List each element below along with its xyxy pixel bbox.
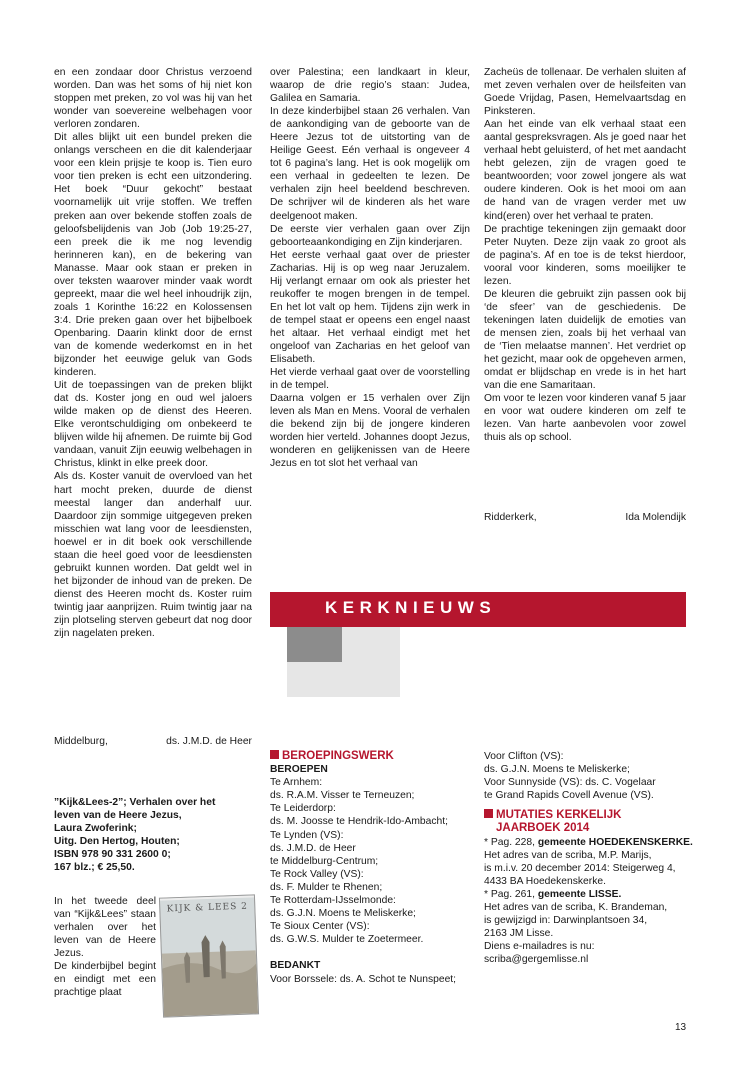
- paragraph: In deze kinderbijbel staan 26 verhalen. Van de aankondiging van de geboorte van de Heere Jezus tot de uitstorting van de Heilige Geest. Eén verhaal is ongeveer 4 tot 6 pagina’s lang. Het is ook mogelijk om een verhaal in gedeelten te lezen. De verhalen zijn heel beeldend beschreven. De schrijver wil de kinderen als het ware deelgenoot maken.: [270, 106, 470, 222]
- mutation-entry-1: * Pag. 228, gemeente HOEDEKENSKERKE.: [484, 836, 693, 848]
- paragraph: Uit de toepassingen van de preken blijkt dat ds. Koster jong en oud wel jaloers wilde maken op de dienst des Heeren. Elke verontschuldiging om onbekeerd te blijven wilde hij afnemen. De ruimte bij God vandaan, vanuit Zijn eeuwig welbehagen in Christus, klinkt in elke preek door.: [54, 380, 252, 470]
- list-item: Het adres van de scriba, M.P. Marijs,: [484, 849, 652, 861]
- beroepingswerk-heading: BEROEPINGSWERK: [270, 750, 475, 763]
- signature-3: [484, 512, 686, 523]
- paragraph: en een zondaar door Christus verzoend worden. Dan was het soms of hij niet kon stoppen met preken, zo vol was hij van het wonder van soevereine welbehagen voor verloren zondaren.: [54, 67, 252, 131]
- book-info-line: Uitg. Den Hertog, Houten;: [54, 836, 180, 847]
- decorative-square-dark: [287, 627, 342, 662]
- paragraph: Als ds. Koster vanuit de overvloed van het hart mocht preken, duurde de dienst meestal langer dan anderhalf uur. Daardoor zijn sommige uitgegeven preken misschien wat lang voor de leesdiensten, hoewel er in dit boek ook verschillende staan die heel goed voor de leesdiensten gebruikt kunnen worden. Dat geldt wel in het bijzonder de inhoud van de preken. De dienst des Heeren mocht ds. Koster ruim twintig jaar aanprijzen. Ruim twintig jaar na zijn plotseling sterven gebeurt dat nog door zijn nagelaten preken.: [54, 471, 252, 640]
- list-item: Te Sioux Center (VS):: [270, 921, 370, 933]
- mutation-entry-2: * Pag. 261, gemeente LISSE.: [484, 888, 622, 900]
- beroepen-label: BEROEPEN: [270, 764, 328, 776]
- paragraph: De prachtige tekeningen zijn gemaakt door Peter Nuyten. Deze zijn vaak zo groot als de pagina’s. Af en toe is de tekst hierdoor, vooral voor kinderen, soms moeilijker te lezen.: [484, 223, 686, 287]
- mutaties-heading-line2: JAARBOEK 2014: [496, 822, 590, 835]
- list-item: ds. F. Mulder te Rhenen;: [270, 881, 383, 893]
- paragraph: De eerste vier verhalen gaan over Zijn geboorteaankondiging en Zijn kinderjaren.: [270, 223, 470, 248]
- paragraph: Het vierde verhaal gaat over de voorstelling in de tempel.: [270, 367, 470, 392]
- paragraph: De kinderbijbel begint en eindigt met een prachtige plaat: [54, 961, 156, 998]
- list-item: Voor Sunnyside (VS): ds. C. Vogelaar: [484, 777, 656, 789]
- paragraph: Om voor te lezen voor kinderen vanaf 5 jaar en voor wat oudere kinderen om zelf te lezen. Van harte aanbevolen voor zowel thuis als op school.: [484, 393, 686, 444]
- email-link[interactable]: scriba@gergemlisse.nl: [484, 954, 589, 966]
- book-info-line: ISBN 978 90 331 2600 0;: [54, 849, 171, 860]
- list-item: ds. J.M.D. de Heer: [270, 842, 356, 854]
- signature-place: Ridderkerk,: [484, 512, 537, 523]
- paragraph: Het eerste verhaal gaat over de priester Zacharias. Hij is op weg naar Jeruzalem. Hij verlangt ernaar om ook als priester het reukoffer te mogen brengen in de tempel. En het lot valt op hem. Tijdens zijn werk in de tempel staat er opeens een engel naast het altaar. Het verhaal eindigt met het ongeloof van Zacharias en het geloof van Elisabeth.: [270, 249, 470, 366]
- book-info-line: ”Kijk&Lees-2”; Verhalen over het: [54, 797, 216, 808]
- bullet-square-icon: [270, 750, 279, 759]
- paragraph: Aan het einde van elk verhaal staat een aantal gespreksvragen. Als je goed naar het verhaal hebt geluisterd, of het met aandacht hebt gelezen, zijn de vragen goed te beantwoorden; voor zowel jongere als wat oudere kinderen. Ook is het mooi om aan de hand van de vragen verder met uw kind(eren) over het verhaal te praten.: [484, 119, 686, 222]
- signature-1: [54, 736, 252, 747]
- beroepingswerk-block: [270, 750, 475, 986]
- mutaties-heading: MUTATIES KERKELIJK: [484, 809, 694, 822]
- list-item: ds. G.W.S. Mulder te Zoetermeer.: [270, 934, 424, 946]
- list-item: 4433 BA Hoedekenskerke.: [484, 875, 606, 887]
- list-item: Voor Borssele: ds. A. Schot te Nunspeet;: [270, 973, 457, 985]
- paragraph: over Palestina; een landkaart in kleur, waarop de drie regio’s staan: Judea, Galilea en Samaria.: [270, 67, 470, 105]
- list-item: Te Leiderdorp:: [270, 803, 336, 815]
- list-item: ds. G.J.N. Moens te Meliskerke;: [484, 764, 630, 776]
- bullet-square-icon: [484, 809, 493, 818]
- list-item: Te Lynden (VS):: [270, 829, 344, 841]
- list-item: is m.i.v. 20 december 2014: Steigerweg 4,: [484, 862, 676, 874]
- kerknieuws-column-2: [484, 750, 694, 967]
- book-info-line: leven van de Heere Jezus,: [54, 810, 182, 821]
- review-column-2: [270, 66, 470, 470]
- list-item: te Middelburg-Centrum;: [270, 855, 379, 867]
- list-item: ds. R.A.M. Visser te Terneuzen;: [270, 790, 415, 802]
- paragraph: Daarna volgen er 15 verhalen over Zijn leven als Man en Mens. Vooral de verhalen die bekend zijn bij de jongere kinderen worden hier verteld. Johannes doopt Jezus, wonderen en gelijkenissen van de Heere Jezus en tot slot het verhaal van: [270, 393, 470, 470]
- list-item: Het adres van de scriba, K. Brandeman,: [484, 902, 668, 914]
- section-title: KERKNIEUWS: [325, 598, 497, 617]
- signature-place: Middelburg,: [54, 736, 108, 747]
- list-item: te Grand Rapids Covell Avenue (VS).: [484, 790, 654, 802]
- book-intro-text: [54, 895, 156, 999]
- review-column-3: [484, 66, 686, 444]
- book-cover-title: KIJK & LEES 2: [166, 901, 249, 915]
- list-item: Te Rotterdam-IJsselmonde:: [270, 895, 396, 907]
- list-item: Voor Clifton (VS):: [484, 751, 564, 762]
- book-cover-image: [159, 894, 259, 1017]
- paragraph: Zacheüs de tollenaar. De verhalen sluiten af met zeven verhalen over de heilsfeiten van Goede Vrijdag, Pasen, Hemelvaartsdag en Pinksteren.: [484, 67, 686, 118]
- list-item: is gewijzigd in: Darwinplantsoen 34,: [484, 915, 648, 927]
- paragraph: Dit alles blijkt uit een bundel preken die onlangs verscheen en die dit kalenderjaar voor een klein prijsje te koop is. Tien euro voor tien preken is echt een uitzondering. Het boek “Duur gekocht” bestaat voornamelijk uit vrije stoffen. We treffen preken aan over bekende stoffen zoals de geloofsbelijdenis van Job (Job 19:25-27, een preek die ik me nog levendig herinneren kan), en de bekering van Manasse. Maar ook staan er preken in over teksten waarover minder vaak wordt gepreekt, maar die wel heel inhoudrijk zijn, zoals 1 Korinthe 16:22 en Kolossensen 3:4. Drie preken gaan over het bijbelboek Openbaring. Daarin klinkt door de ernst van de komende wederkomst en in het bijzonder het eeuwige geluk van Gods kinderen.: [54, 132, 252, 379]
- list-item: Te Rock Valley (VS):: [270, 868, 364, 880]
- bedankt-label: BEDANKT: [270, 960, 321, 972]
- list-item: 2163 JM Lisse.: [484, 928, 554, 940]
- book-info-line: Laura Zwoferink;: [54, 823, 137, 834]
- list-item: ds. G.J.N. Moens te Meliskerke;: [270, 908, 416, 920]
- page-number: 13: [675, 1022, 687, 1033]
- list-item: Diens e-mailadres is nu:: [484, 941, 595, 953]
- signature-name: Ida Molendijk: [625, 512, 686, 523]
- book-info: [54, 796, 254, 874]
- review-column-1: [54, 66, 252, 640]
- paragraph: In het tweede deel van “Kijk&Lees” staan verhalen over het leven van de Heere Jezus.: [54, 896, 156, 959]
- paragraph: De kleuren die gebruikt zijn passen ook bij ‘de sfeer’ van de geschiedenis. De tekeningen laten duidelijk de emoties van de mensen zien, zoals bij het verhaal van de ‘Tien melaatse mannen’. Het verdriet op het gezicht, maar ook de opgeheven armen, omdat er blijdschap en vrede is in het hart van die ene Samaritaan.: [484, 288, 686, 392]
- list-item: ds. M. Joosse te Hendrik-Ido-Ambacht;: [270, 816, 448, 828]
- list-item: Te Arnhem:: [270, 777, 323, 789]
- book-info-line: 167 blz.; € 25,50.: [54, 862, 135, 873]
- signature-name: ds. J.M.D. de Heer: [166, 736, 252, 747]
